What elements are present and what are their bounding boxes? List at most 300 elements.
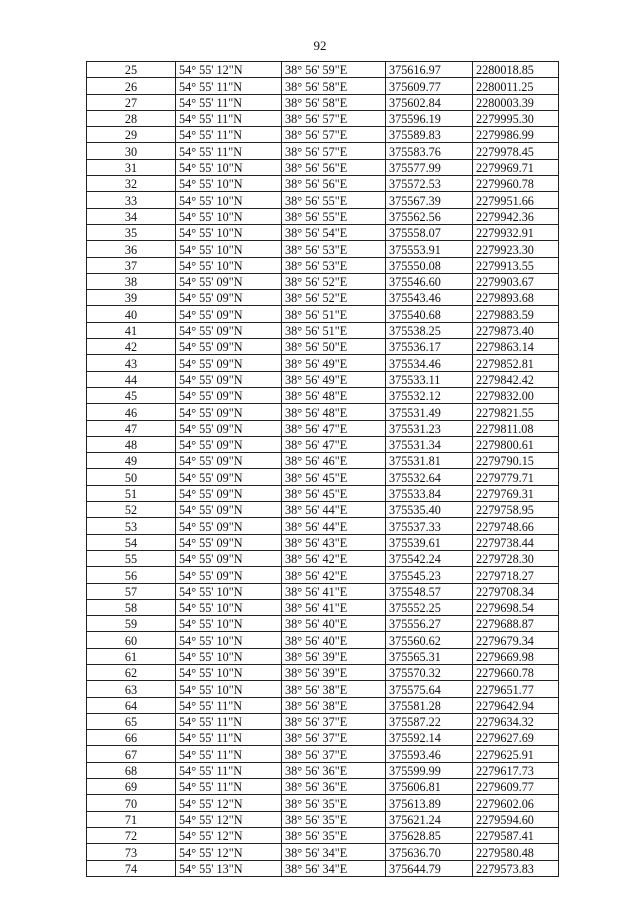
longitude-cell: 38° 56' 55"E — [282, 192, 386, 208]
longitude-cell: 38° 56' 48"E — [282, 404, 386, 420]
point-number-cell: 45 — [87, 387, 176, 403]
latitude-cell: 54° 55' 11"N — [176, 762, 282, 778]
x-coordinate-cell: 375553.91 — [386, 241, 473, 257]
y-coordinate-cell: 2279748.66 — [473, 518, 559, 534]
longitude-cell: 38° 56' 34"E — [282, 860, 386, 876]
longitude-cell: 38° 56' 44"E — [282, 518, 386, 534]
y-coordinate-cell: 2279969.71 — [473, 159, 559, 175]
y-coordinate-cell: 2279852.81 — [473, 355, 559, 371]
point-number-cell: 62 — [87, 664, 176, 680]
point-number-cell: 71 — [87, 811, 176, 827]
latitude-cell: 54° 55' 11"N — [176, 697, 282, 713]
table-row — [87, 648, 559, 664]
longitude-cell: 38° 56' 42"E — [282, 550, 386, 566]
point-number-cell: 41 — [87, 322, 176, 338]
y-coordinate-cell: 2279942.36 — [473, 208, 559, 224]
latitude-cell: 54° 55' 09"N — [176, 387, 282, 403]
table-row — [87, 290, 559, 306]
point-number-cell: 46 — [87, 404, 176, 420]
table-row — [87, 387, 559, 403]
table-row — [87, 681, 559, 697]
x-coordinate-cell: 375535.40 — [386, 502, 473, 518]
table-row — [87, 224, 559, 240]
x-coordinate-cell: 375562.56 — [386, 208, 473, 224]
table-row — [87, 453, 559, 469]
table-row — [87, 502, 559, 518]
latitude-cell: 54° 55' 09"N — [176, 322, 282, 338]
y-coordinate-cell: 2279660.78 — [473, 664, 559, 680]
longitude-cell: 38° 56' 45"E — [282, 485, 386, 501]
x-coordinate-cell: 375534.46 — [386, 355, 473, 371]
y-coordinate-cell: 2280011.25 — [473, 78, 559, 94]
latitude-cell: 54° 55' 10"N — [176, 159, 282, 175]
longitude-cell: 38° 56' 34"E — [282, 844, 386, 860]
y-coordinate-cell: 2279617.73 — [473, 762, 559, 778]
table-row — [87, 485, 559, 501]
point-number-cell: 58 — [87, 599, 176, 615]
latitude-cell: 54° 55' 10"N — [176, 681, 282, 697]
point-number-cell: 47 — [87, 420, 176, 436]
latitude-cell: 54° 55' 11"N — [176, 779, 282, 795]
x-coordinate-cell: 375542.24 — [386, 550, 473, 566]
x-coordinate-cell: 375532.12 — [386, 387, 473, 403]
latitude-cell: 54° 55' 11"N — [176, 110, 282, 126]
point-number-cell: 49 — [87, 453, 176, 469]
table-row — [87, 518, 559, 534]
table-row — [87, 436, 559, 452]
table-row — [87, 860, 559, 876]
x-coordinate-cell: 375593.46 — [386, 746, 473, 762]
point-number-cell: 60 — [87, 632, 176, 648]
y-coordinate-cell: 2279932.91 — [473, 224, 559, 240]
latitude-cell: 54° 55' 11"N — [176, 127, 282, 143]
longitude-cell: 38° 56' 37"E — [282, 730, 386, 746]
latitude-cell: 54° 55' 12"N — [176, 811, 282, 827]
x-coordinate-cell: 375532.64 — [386, 469, 473, 485]
latitude-cell: 54° 55' 10"N — [176, 599, 282, 615]
x-coordinate-cell: 375558.07 — [386, 224, 473, 240]
longitude-cell: 38° 56' 43"E — [282, 534, 386, 550]
latitude-cell: 54° 55' 10"N — [176, 208, 282, 224]
table-row — [87, 404, 559, 420]
x-coordinate-cell: 375565.31 — [386, 648, 473, 664]
table-row — [87, 632, 559, 648]
point-number-cell: 42 — [87, 339, 176, 355]
longitude-cell: 38° 56' 35"E — [282, 795, 386, 811]
y-coordinate-cell: 2279863.14 — [473, 339, 559, 355]
point-number-cell: 57 — [87, 583, 176, 599]
x-coordinate-cell: 375613.89 — [386, 795, 473, 811]
latitude-cell: 54° 55' 10"N — [176, 616, 282, 632]
table-row — [87, 779, 559, 795]
y-coordinate-cell: 2279634.32 — [473, 713, 559, 729]
y-coordinate-cell: 2280018.85 — [473, 62, 559, 78]
x-coordinate-cell: 375531.81 — [386, 453, 473, 469]
latitude-cell: 54° 55' 09"N — [176, 550, 282, 566]
x-coordinate-cell: 375592.14 — [386, 730, 473, 746]
longitude-cell: 38° 56' 56"E — [282, 159, 386, 175]
table-row — [87, 62, 559, 78]
point-number-cell: 38 — [87, 273, 176, 289]
point-number-cell: 35 — [87, 224, 176, 240]
y-coordinate-cell: 2279769.31 — [473, 485, 559, 501]
x-coordinate-cell: 375531.23 — [386, 420, 473, 436]
x-coordinate-cell: 375587.22 — [386, 713, 473, 729]
x-coordinate-cell: 375543.46 — [386, 290, 473, 306]
table-row — [87, 827, 559, 843]
x-coordinate-cell: 375577.99 — [386, 159, 473, 175]
latitude-cell: 54° 55' 13"N — [176, 860, 282, 876]
table-row — [87, 762, 559, 778]
y-coordinate-cell: 2279893.68 — [473, 290, 559, 306]
latitude-cell: 54° 55' 10"N — [176, 257, 282, 273]
table-row — [87, 746, 559, 762]
point-number-cell: 48 — [87, 436, 176, 452]
y-coordinate-cell: 2279960.78 — [473, 176, 559, 192]
table-row — [87, 697, 559, 713]
y-coordinate-cell: 2279718.27 — [473, 567, 559, 583]
longitude-cell: 38° 56' 36"E — [282, 779, 386, 795]
longitude-cell: 38° 56' 49"E — [282, 355, 386, 371]
longitude-cell: 38° 56' 40"E — [282, 616, 386, 632]
latitude-cell: 54° 55' 10"N — [176, 241, 282, 257]
longitude-cell: 38° 56' 49"E — [282, 371, 386, 387]
y-coordinate-cell: 2279587.41 — [473, 827, 559, 843]
x-coordinate-cell: 375556.27 — [386, 616, 473, 632]
longitude-cell: 38° 56' 55"E — [282, 208, 386, 224]
longitude-cell: 38° 56' 45"E — [282, 469, 386, 485]
x-coordinate-cell: 375596.19 — [386, 110, 473, 126]
latitude-cell: 54° 55' 11"N — [176, 746, 282, 762]
latitude-cell: 54° 55' 12"N — [176, 827, 282, 843]
table-row — [87, 664, 559, 680]
table-row — [87, 811, 559, 827]
latitude-cell: 54° 55' 12"N — [176, 795, 282, 811]
longitude-cell: 38° 56' 51"E — [282, 306, 386, 322]
y-coordinate-cell: 2279923.30 — [473, 241, 559, 257]
y-coordinate-cell: 2279779.71 — [473, 469, 559, 485]
y-coordinate-cell: 2279800.61 — [473, 436, 559, 452]
x-coordinate-cell: 375536.17 — [386, 339, 473, 355]
y-coordinate-cell: 2279728.30 — [473, 550, 559, 566]
table-row — [87, 110, 559, 126]
table-row — [87, 322, 559, 338]
latitude-cell: 54° 55' 09"N — [176, 534, 282, 550]
y-coordinate-cell: 2279842.42 — [473, 371, 559, 387]
latitude-cell: 54° 55' 10"N — [176, 224, 282, 240]
x-coordinate-cell: 375589.83 — [386, 127, 473, 143]
x-coordinate-cell: 375575.64 — [386, 681, 473, 697]
table-row — [87, 241, 559, 257]
longitude-cell: 38° 56' 39"E — [282, 664, 386, 680]
point-number-cell: 33 — [87, 192, 176, 208]
x-coordinate-cell: 375533.11 — [386, 371, 473, 387]
y-coordinate-cell: 2279951.66 — [473, 192, 559, 208]
x-coordinate-cell: 375540.68 — [386, 306, 473, 322]
longitude-cell: 38° 56' 37"E — [282, 713, 386, 729]
table-row — [87, 795, 559, 811]
longitude-cell: 38° 56' 38"E — [282, 681, 386, 697]
longitude-cell: 38° 56' 52"E — [282, 290, 386, 306]
table-row — [87, 730, 559, 746]
point-number-cell: 30 — [87, 143, 176, 159]
table-row — [87, 176, 559, 192]
y-coordinate-cell: 2279698.54 — [473, 599, 559, 615]
latitude-cell: 54° 55' 09"N — [176, 273, 282, 289]
point-number-cell: 74 — [87, 860, 176, 876]
y-coordinate-cell: 2279708.34 — [473, 583, 559, 599]
page-number: 92 — [313, 38, 327, 53]
latitude-cell: 54° 55' 10"N — [176, 583, 282, 599]
y-coordinate-cell: 2279580.48 — [473, 844, 559, 860]
longitude-cell: 38° 56' 38"E — [282, 697, 386, 713]
longitude-cell: 38° 56' 54"E — [282, 224, 386, 240]
longitude-cell: 38° 56' 50"E — [282, 339, 386, 355]
y-coordinate-cell: 2279903.67 — [473, 273, 559, 289]
x-coordinate-cell: 375533.84 — [386, 485, 473, 501]
longitude-cell: 38° 56' 36"E — [282, 762, 386, 778]
point-number-cell: 36 — [87, 241, 176, 257]
longitude-cell: 38° 56' 46"E — [282, 453, 386, 469]
latitude-cell: 54° 55' 11"N — [176, 713, 282, 729]
latitude-cell: 54° 55' 09"N — [176, 567, 282, 583]
latitude-cell: 54° 55' 09"N — [176, 436, 282, 452]
point-number-cell: 25 — [87, 62, 176, 78]
x-coordinate-cell: 375567.39 — [386, 192, 473, 208]
table-row — [87, 550, 559, 566]
latitude-cell: 54° 55' 09"N — [176, 469, 282, 485]
point-number-cell: 66 — [87, 730, 176, 746]
point-number-cell: 37 — [87, 257, 176, 273]
point-number-cell: 65 — [87, 713, 176, 729]
y-coordinate-cell: 2279679.34 — [473, 632, 559, 648]
x-coordinate-cell: 375538.25 — [386, 322, 473, 338]
table-row — [87, 713, 559, 729]
x-coordinate-cell: 375606.81 — [386, 779, 473, 795]
point-number-cell: 54 — [87, 534, 176, 550]
x-coordinate-cell: 375545.23 — [386, 567, 473, 583]
table-row — [87, 420, 559, 436]
point-number-cell: 61 — [87, 648, 176, 664]
latitude-cell: 54° 55' 09"N — [176, 485, 282, 501]
y-coordinate-cell: 2279821.55 — [473, 404, 559, 420]
y-coordinate-cell: 2279913.55 — [473, 257, 559, 273]
coordinates-table-body — [87, 62, 559, 877]
latitude-cell: 54° 55' 09"N — [176, 371, 282, 387]
point-number-cell: 63 — [87, 681, 176, 697]
point-number-cell: 29 — [87, 127, 176, 143]
table-row — [87, 339, 559, 355]
longitude-cell: 38° 56' 47"E — [282, 420, 386, 436]
point-number-cell: 52 — [87, 502, 176, 518]
latitude-cell: 54° 55' 11"N — [176, 143, 282, 159]
point-number-cell: 43 — [87, 355, 176, 371]
x-coordinate-cell: 375636.70 — [386, 844, 473, 860]
latitude-cell: 54° 55' 09"N — [176, 290, 282, 306]
point-number-cell: 31 — [87, 159, 176, 175]
longitude-cell: 38° 56' 58"E — [282, 78, 386, 94]
longitude-cell: 38° 56' 59"E — [282, 62, 386, 78]
y-coordinate-cell: 2280003.39 — [473, 94, 559, 110]
longitude-cell: 38° 56' 37"E — [282, 746, 386, 762]
point-number-cell: 51 — [87, 485, 176, 501]
y-coordinate-cell: 2279790.15 — [473, 453, 559, 469]
table-row — [87, 567, 559, 583]
y-coordinate-cell: 2279883.59 — [473, 306, 559, 322]
table-row — [87, 616, 559, 632]
table-row — [87, 583, 559, 599]
point-number-cell: 44 — [87, 371, 176, 387]
y-coordinate-cell: 2279738.44 — [473, 534, 559, 550]
point-number-cell: 34 — [87, 208, 176, 224]
latitude-cell: 54° 55' 10"N — [176, 176, 282, 192]
latitude-cell: 54° 55' 09"N — [176, 404, 282, 420]
x-coordinate-cell: 375531.34 — [386, 436, 473, 452]
longitude-cell: 38° 56' 51"E — [282, 322, 386, 338]
latitude-cell: 54° 55' 09"N — [176, 420, 282, 436]
longitude-cell: 38° 56' 40"E — [282, 632, 386, 648]
point-number-cell: 59 — [87, 616, 176, 632]
table-row — [87, 94, 559, 110]
x-coordinate-cell: 375539.61 — [386, 534, 473, 550]
table-row — [87, 143, 559, 159]
latitude-cell: 54° 55' 10"N — [176, 648, 282, 664]
table-row — [87, 355, 559, 371]
x-coordinate-cell: 375602.84 — [386, 94, 473, 110]
x-coordinate-cell: 375531.49 — [386, 404, 473, 420]
latitude-cell: 54° 55' 11"N — [176, 94, 282, 110]
table-row — [87, 78, 559, 94]
point-number-cell: 39 — [87, 290, 176, 306]
y-coordinate-cell: 2279669.98 — [473, 648, 559, 664]
longitude-cell: 38° 56' 56"E — [282, 176, 386, 192]
x-coordinate-cell: 375616.97 — [386, 62, 473, 78]
point-number-cell: 28 — [87, 110, 176, 126]
y-coordinate-cell: 2279811.08 — [473, 420, 559, 436]
x-coordinate-cell: 375609.77 — [386, 78, 473, 94]
x-coordinate-cell: 375599.99 — [386, 762, 473, 778]
y-coordinate-cell: 2279832.00 — [473, 387, 559, 403]
x-coordinate-cell: 375581.28 — [386, 697, 473, 713]
x-coordinate-cell: 375560.62 — [386, 632, 473, 648]
longitude-cell: 38° 56' 48"E — [282, 387, 386, 403]
latitude-cell: 54° 55' 10"N — [176, 664, 282, 680]
point-number-cell: 40 — [87, 306, 176, 322]
table-row — [87, 208, 559, 224]
latitude-cell: 54° 55' 09"N — [176, 453, 282, 469]
longitude-cell: 38° 56' 53"E — [282, 257, 386, 273]
latitude-cell: 54° 55' 09"N — [176, 518, 282, 534]
x-coordinate-cell: 375621.24 — [386, 811, 473, 827]
longitude-cell: 38° 56' 57"E — [282, 143, 386, 159]
latitude-cell: 54° 55' 09"N — [176, 306, 282, 322]
point-number-cell: 70 — [87, 795, 176, 811]
y-coordinate-cell: 2279986.99 — [473, 127, 559, 143]
x-coordinate-cell: 375546.60 — [386, 273, 473, 289]
latitude-cell: 54° 55' 12"N — [176, 844, 282, 860]
x-coordinate-cell: 375537.33 — [386, 518, 473, 534]
longitude-cell: 38° 56' 42"E — [282, 567, 386, 583]
point-number-cell: 27 — [87, 94, 176, 110]
y-coordinate-cell: 2279609.77 — [473, 779, 559, 795]
y-coordinate-cell: 2279642.94 — [473, 697, 559, 713]
point-number-cell: 53 — [87, 518, 176, 534]
point-number-cell: 26 — [87, 78, 176, 94]
y-coordinate-cell: 2279651.77 — [473, 681, 559, 697]
y-coordinate-cell: 2279978.45 — [473, 143, 559, 159]
longitude-cell: 38° 56' 35"E — [282, 811, 386, 827]
longitude-cell: 38° 56' 57"E — [282, 127, 386, 143]
table-row — [87, 159, 559, 175]
point-number-cell: 32 — [87, 176, 176, 192]
longitude-cell: 38° 56' 57"E — [282, 110, 386, 126]
latitude-cell: 54° 55' 10"N — [176, 632, 282, 648]
point-number-cell: 50 — [87, 469, 176, 485]
table-row — [87, 844, 559, 860]
x-coordinate-cell: 375628.85 — [386, 827, 473, 843]
latitude-cell: 54° 55' 09"N — [176, 355, 282, 371]
x-coordinate-cell: 375572.53 — [386, 176, 473, 192]
y-coordinate-cell: 2279627.69 — [473, 730, 559, 746]
point-number-cell: 69 — [87, 779, 176, 795]
table-row — [87, 534, 559, 550]
longitude-cell: 38° 56' 52"E — [282, 273, 386, 289]
table-row — [87, 469, 559, 485]
point-number-cell: 72 — [87, 827, 176, 843]
longitude-cell: 38° 56' 58"E — [282, 94, 386, 110]
point-number-cell: 73 — [87, 844, 176, 860]
latitude-cell: 54° 55' 11"N — [176, 730, 282, 746]
table-row — [87, 306, 559, 322]
latitude-cell: 54° 55' 09"N — [176, 502, 282, 518]
y-coordinate-cell: 2279688.87 — [473, 616, 559, 632]
y-coordinate-cell: 2279602.06 — [473, 795, 559, 811]
longitude-cell: 38° 56' 41"E — [282, 599, 386, 615]
point-number-cell: 56 — [87, 567, 176, 583]
x-coordinate-cell: 375583.76 — [386, 143, 473, 159]
table-row — [87, 273, 559, 289]
table-row — [87, 257, 559, 273]
x-coordinate-cell: 375552.25 — [386, 599, 473, 615]
y-coordinate-cell: 2279594.60 — [473, 811, 559, 827]
latitude-cell: 54° 55' 12"N — [176, 62, 282, 78]
table-row — [87, 371, 559, 387]
y-coordinate-cell: 2279573.83 — [473, 860, 559, 876]
x-coordinate-cell: 375570.32 — [386, 664, 473, 680]
latitude-cell: 54° 55' 10"N — [176, 192, 282, 208]
longitude-cell: 38° 56' 53"E — [282, 241, 386, 257]
x-coordinate-cell: 375548.57 — [386, 583, 473, 599]
x-coordinate-cell: 375550.08 — [386, 257, 473, 273]
table-row — [87, 599, 559, 615]
y-coordinate-cell: 2279758.95 — [473, 502, 559, 518]
point-number-cell: 55 — [87, 550, 176, 566]
y-coordinate-cell: 2279625.91 — [473, 746, 559, 762]
longitude-cell: 38° 56' 41"E — [282, 583, 386, 599]
y-coordinate-cell: 2279995.30 — [473, 110, 559, 126]
point-number-cell: 64 — [87, 697, 176, 713]
x-coordinate-cell: 375644.79 — [386, 860, 473, 876]
longitude-cell: 38° 56' 44"E — [282, 502, 386, 518]
table-row — [87, 192, 559, 208]
table-row — [87, 127, 559, 143]
latitude-cell: 54° 55' 11"N — [176, 78, 282, 94]
longitude-cell: 38° 56' 35"E — [282, 827, 386, 843]
point-number-cell: 67 — [87, 746, 176, 762]
point-number-cell: 68 — [87, 762, 176, 778]
longitude-cell: 38° 56' 39"E — [282, 648, 386, 664]
y-coordinate-cell: 2279873.40 — [473, 322, 559, 338]
